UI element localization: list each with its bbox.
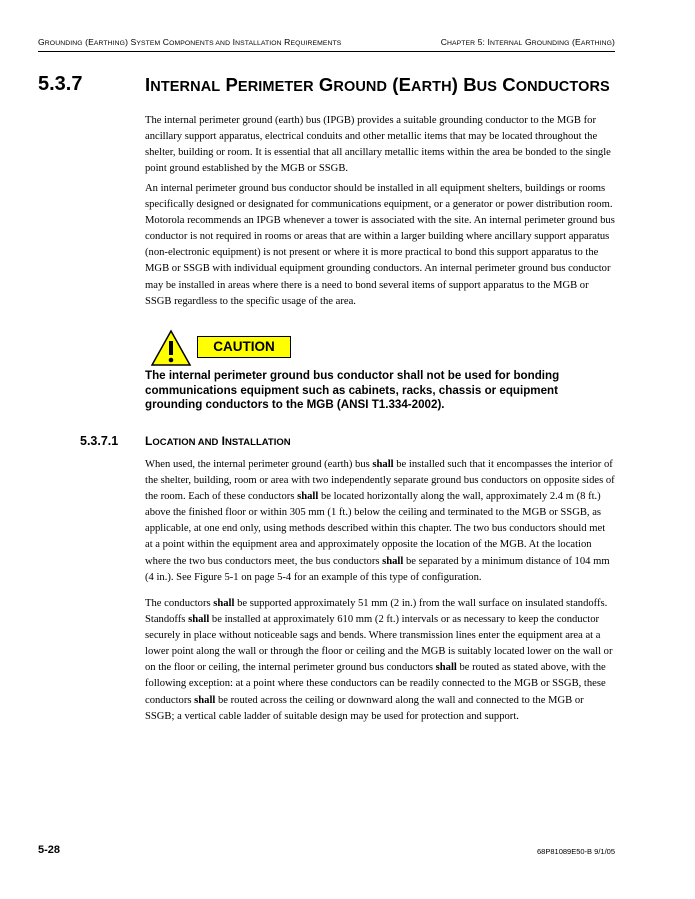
running-header-right-text: CHAPTER 5: INTERNAL GROUNDING (EARTHING): [440, 37, 615, 47]
paragraph-4-text: The conductors shall be supported approximately 51 mm (2 in.) from the wall surface on insulated standoffs. Standoffs shall be installed at approximately 610 mm (2 ft.) intervals or as necessary to keep the conductor securely in place without noticeable sags and bends. Where transmission lines enter the equipment area at a lower point along the wall or through the floor or ceiling and the MGB is suitably located lower on the wall or on the floor or ceiling, the internal perimeter ground bus conductors shall be routed as stated above, with the following exception: at a point where these conductors can be readily connected to the MGB or SSGB, these conductors shall be routed across the ceiling or downward along the wall and connected to the MGB or SSGB; a vertical cable ladder of suitable design may be used for protection and support.: [145, 598, 613, 722]
paragraph-4: [145, 596, 615, 725]
caution-text: The internal perimeter ground bus conductor shall not be used for bonding communications equipment such as cabinets, racks, chassis or equipment grounding conductors to the MGB (ANSI T1.334-2002).: [145, 369, 560, 412]
section-number: 5.3.7: [38, 73, 83, 95]
paragraph-2: [145, 181, 615, 310]
paragraph-1: [145, 113, 615, 177]
paragraph-1-text: The internal perimeter ground (earth) bus (IPGB) provides a suitable grounding conductor to the MGB for ancillary support apparatus, electrical conduits and other metallic items that may be located throughout the shelter, building or room. It is essential that all ancillary metallic items within the area be bonded to the single point ground established by the MGB or SSGB.: [145, 115, 611, 175]
paragraph-3: [145, 457, 615, 586]
running-header-left: [38, 37, 341, 47]
subsection-title: LOCATION AND INSTALLATION: [145, 434, 291, 448]
running-header-left-text: GROUNDING (EARTHING) SYSTEM COMPONENTS AND INSTALLATION REQUIREMENTS: [38, 37, 342, 47]
header-rule: [38, 51, 615, 52]
running-header-right: [441, 37, 615, 47]
paragraph-2-text: An internal perimeter ground bus conductor should be installed in all equipment shelters, buildings or rooms specifically designed or designated for communications equipment, or a generator or power distribution room. Motorola recommends an IPGB whenever a tower is associated with the site. An internal perimeter ground bus conductor is not required in rooms or areas that are within a larger building where ancillary support apparatus (non-electronic equipment) is not present or where it is more practical to bond this support apparatus to the MGB or SSGB with individual equipment grounding conductors. An internal perimeter ground bus conductor may be installed in areas where there is a need to bond several items of support apparatus to the MGB or SSGB regardless to the specific usage of the area.: [145, 183, 615, 307]
page-number: 5-28: [38, 844, 61, 856]
paragraph-3-text: When used, the internal perimeter ground (earth) bus shall be installed such that it encompasses the interior of the shelter, building, room or area with two independently separate ground bus conductors on opposite sides of the room. Each of these conductors shall be located horizontally along the wall, approximately 2.4 m (8 ft.) above the finished floor or within 305 mm (1 ft.) below the ceiling and terminated to the MGB or SSGB, as applicable, at one end only, using methods described within this chapter. The two bus conductors should met at a point within the equipment area and approximately opposite the location of the MGB. At the location where the two bus conductors meet, the bus conductors shall be separated by a minimum distance of 104 mm (4 in.). See Figure 5-1 on page 5-4 for an example of this type of configuration.: [145, 459, 615, 583]
caution-label: CAUTION: [197, 336, 291, 358]
subsection-number: 5.3.7.1: [80, 434, 119, 448]
document-id: 68P81089E50-B 9/1/05: [537, 847, 615, 856]
section-title: INTERNAL PERIMETER GROUND (EARTH) BUS CONDUCTORS: [145, 74, 610, 95]
warning-triangle-icon: [150, 329, 192, 367]
